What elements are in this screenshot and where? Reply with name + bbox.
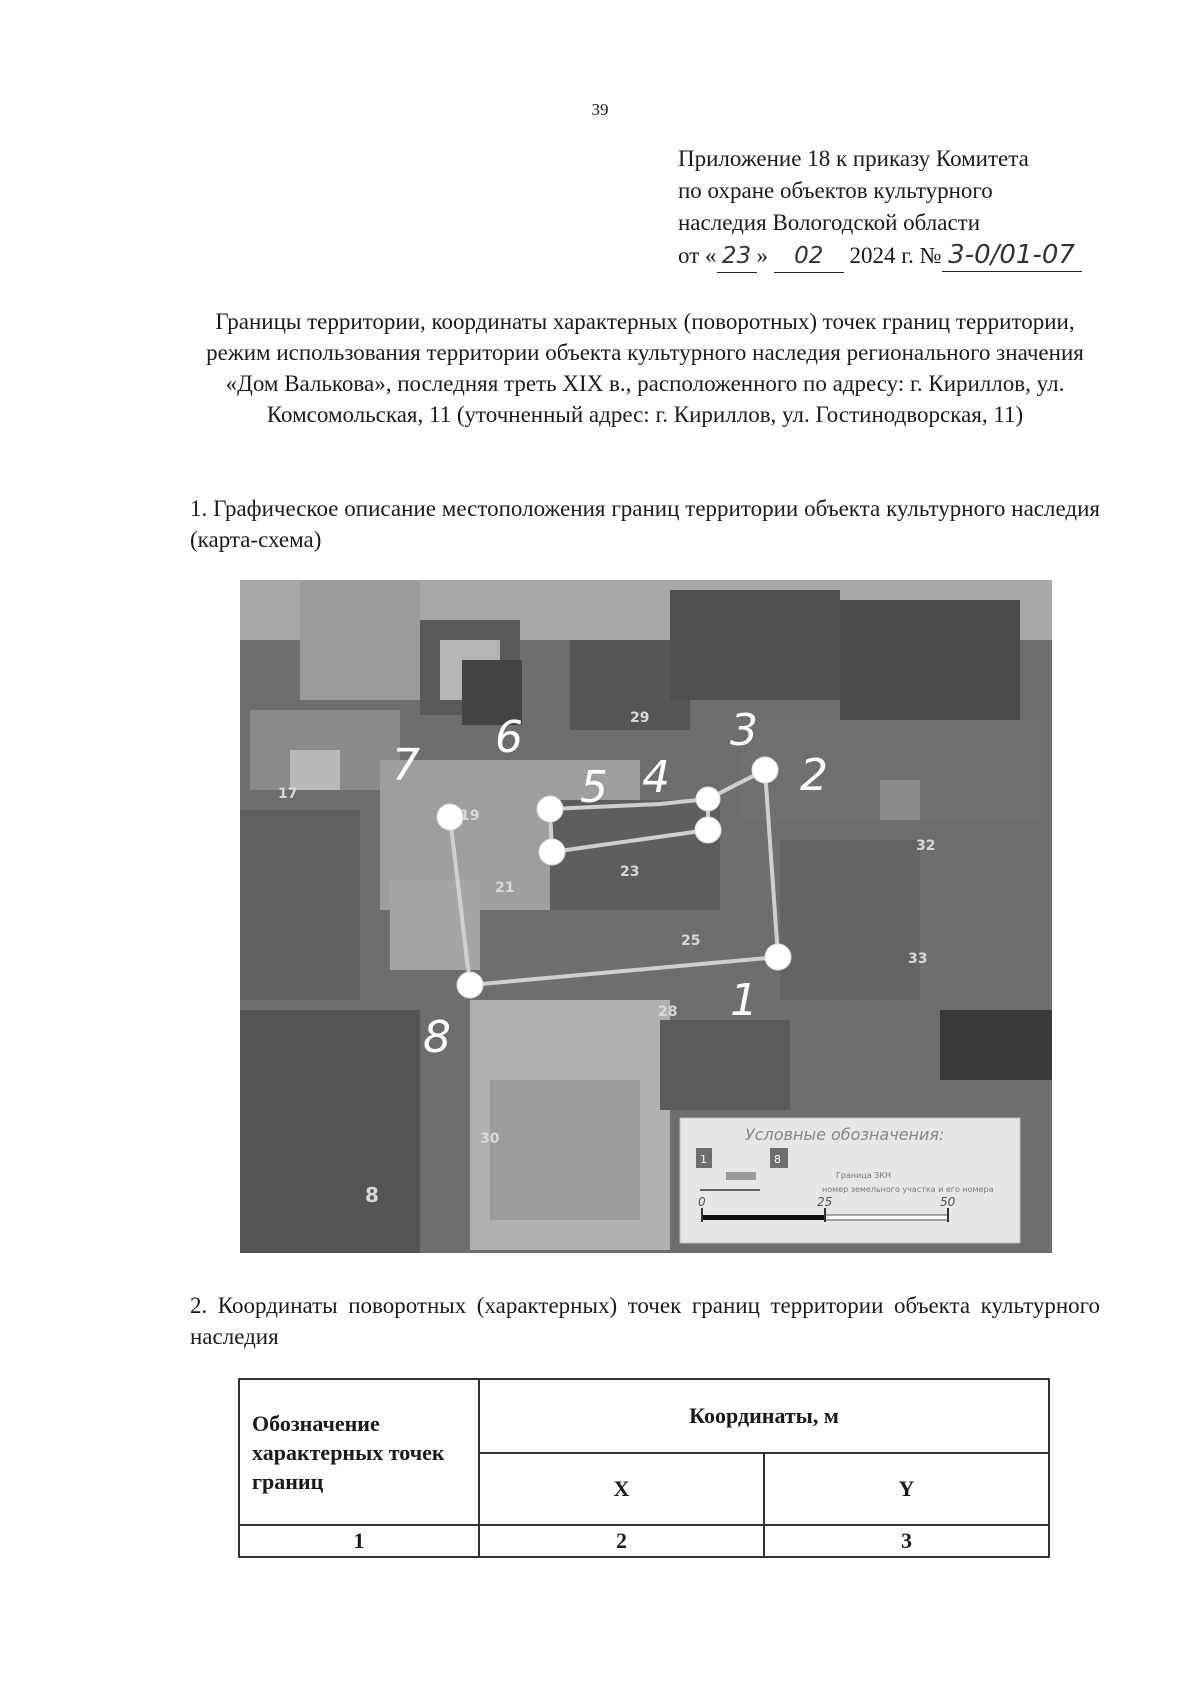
section-1-title: 1. Графическое описание местоположения границ территории объекта культурного наследия (карта-схема) bbox=[190, 496, 1100, 552]
column-coordinates-header: Координаты, м bbox=[479, 1379, 1049, 1453]
building-number: 25 bbox=[681, 933, 701, 949]
appendix-line-3: наследия Вологодской области bbox=[678, 210, 981, 235]
boundary-point-3 bbox=[696, 787, 720, 811]
building-number: 30 bbox=[480, 1131, 500, 1147]
coordinates-table bbox=[238, 1378, 1050, 1558]
building-number: 21 bbox=[495, 880, 515, 896]
point-label-2: 2 bbox=[800, 750, 828, 801]
date-prefix: от « bbox=[678, 243, 717, 268]
legend-item-2-text: номер земельного участка и его номера bbox=[822, 1185, 994, 1194]
point-label-5: 5 bbox=[580, 762, 608, 813]
boundary-point-4 bbox=[695, 817, 721, 843]
scale-label-50: 50 bbox=[940, 1195, 956, 1209]
legend-marker-1: 1 bbox=[700, 1153, 707, 1166]
section-2-title: 2. Координаты поворотных (характерных) точек границ территории объекта культурного наследия bbox=[190, 1293, 1100, 1349]
appendix-date-line bbox=[678, 239, 1118, 273]
point-label-4: 4 bbox=[642, 752, 670, 803]
legend-title: Условные обозначения: bbox=[745, 1125, 945, 1144]
boundary-point-5 bbox=[537, 796, 563, 822]
column-y-header: Y bbox=[764, 1453, 1049, 1525]
boundary-map bbox=[240, 580, 1052, 1253]
column-number-1: 1 bbox=[239, 1525, 479, 1557]
appendix-header bbox=[678, 143, 1118, 273]
point-label-7: 7 bbox=[392, 740, 420, 791]
document-heading: Границы территории, координаты характерных (поворотных) точек границ территории, режим использования территории объекта культурного наследия регионального значения «Дом Валькова», последняя треть XIX в., расположенного по адресу: г. Кириллов, ул. Комсомольская, 11 (уточненный адрес: г. Кириллов, ул. Гостинодворская, 11) bbox=[206, 309, 1084, 427]
map-legend bbox=[680, 1118, 1020, 1243]
building-number: 33 bbox=[908, 951, 928, 967]
building-number: 19 bbox=[460, 808, 480, 824]
appendix-line-1: Приложение 18 к приказу Комитета bbox=[678, 146, 1029, 171]
column-x-header: X bbox=[479, 1453, 764, 1525]
date-day: 23 bbox=[717, 240, 757, 273]
scale-label-0: 0 bbox=[698, 1195, 706, 1209]
building-number: 17 bbox=[278, 786, 298, 802]
scale-label-25: 25 bbox=[817, 1195, 833, 1209]
date-mid: » bbox=[756, 243, 768, 268]
column-number-3: 3 bbox=[764, 1525, 1049, 1557]
column-designation-header: Обозначение характерных точек границ bbox=[239, 1379, 479, 1525]
legend-item-1-text: Граница ЗКН bbox=[836, 1171, 892, 1180]
boundary-point-1 bbox=[765, 944, 791, 970]
point-label-1: 1 bbox=[730, 975, 758, 1026]
appendix-line-2: по охране объектов культурного bbox=[678, 178, 993, 203]
building-number: 8 bbox=[365, 1183, 379, 1207]
point-label-3: 3 bbox=[730, 705, 758, 756]
point-label-6: 6 bbox=[495, 712, 523, 763]
building-number: 32 bbox=[916, 838, 936, 854]
boundary-point-6 bbox=[539, 839, 565, 865]
page-number: 39 bbox=[591, 100, 609, 119]
boundary-point-8 bbox=[457, 972, 483, 998]
point-label-8: 8 bbox=[423, 1012, 451, 1063]
table-row bbox=[239, 1525, 1049, 1557]
date-month: 02 bbox=[774, 240, 844, 273]
order-number: 3-0/01-07 bbox=[942, 239, 1082, 272]
legend-marker-2: 8 bbox=[774, 1153, 781, 1166]
boundary-point-2 bbox=[752, 757, 778, 783]
column-number-2: 2 bbox=[479, 1525, 764, 1557]
building-number: 28 bbox=[658, 1004, 678, 1020]
building-number: 29 bbox=[630, 710, 650, 726]
building-number: 23 bbox=[620, 864, 640, 880]
date-year: 2024 г. № bbox=[849, 243, 942, 268]
